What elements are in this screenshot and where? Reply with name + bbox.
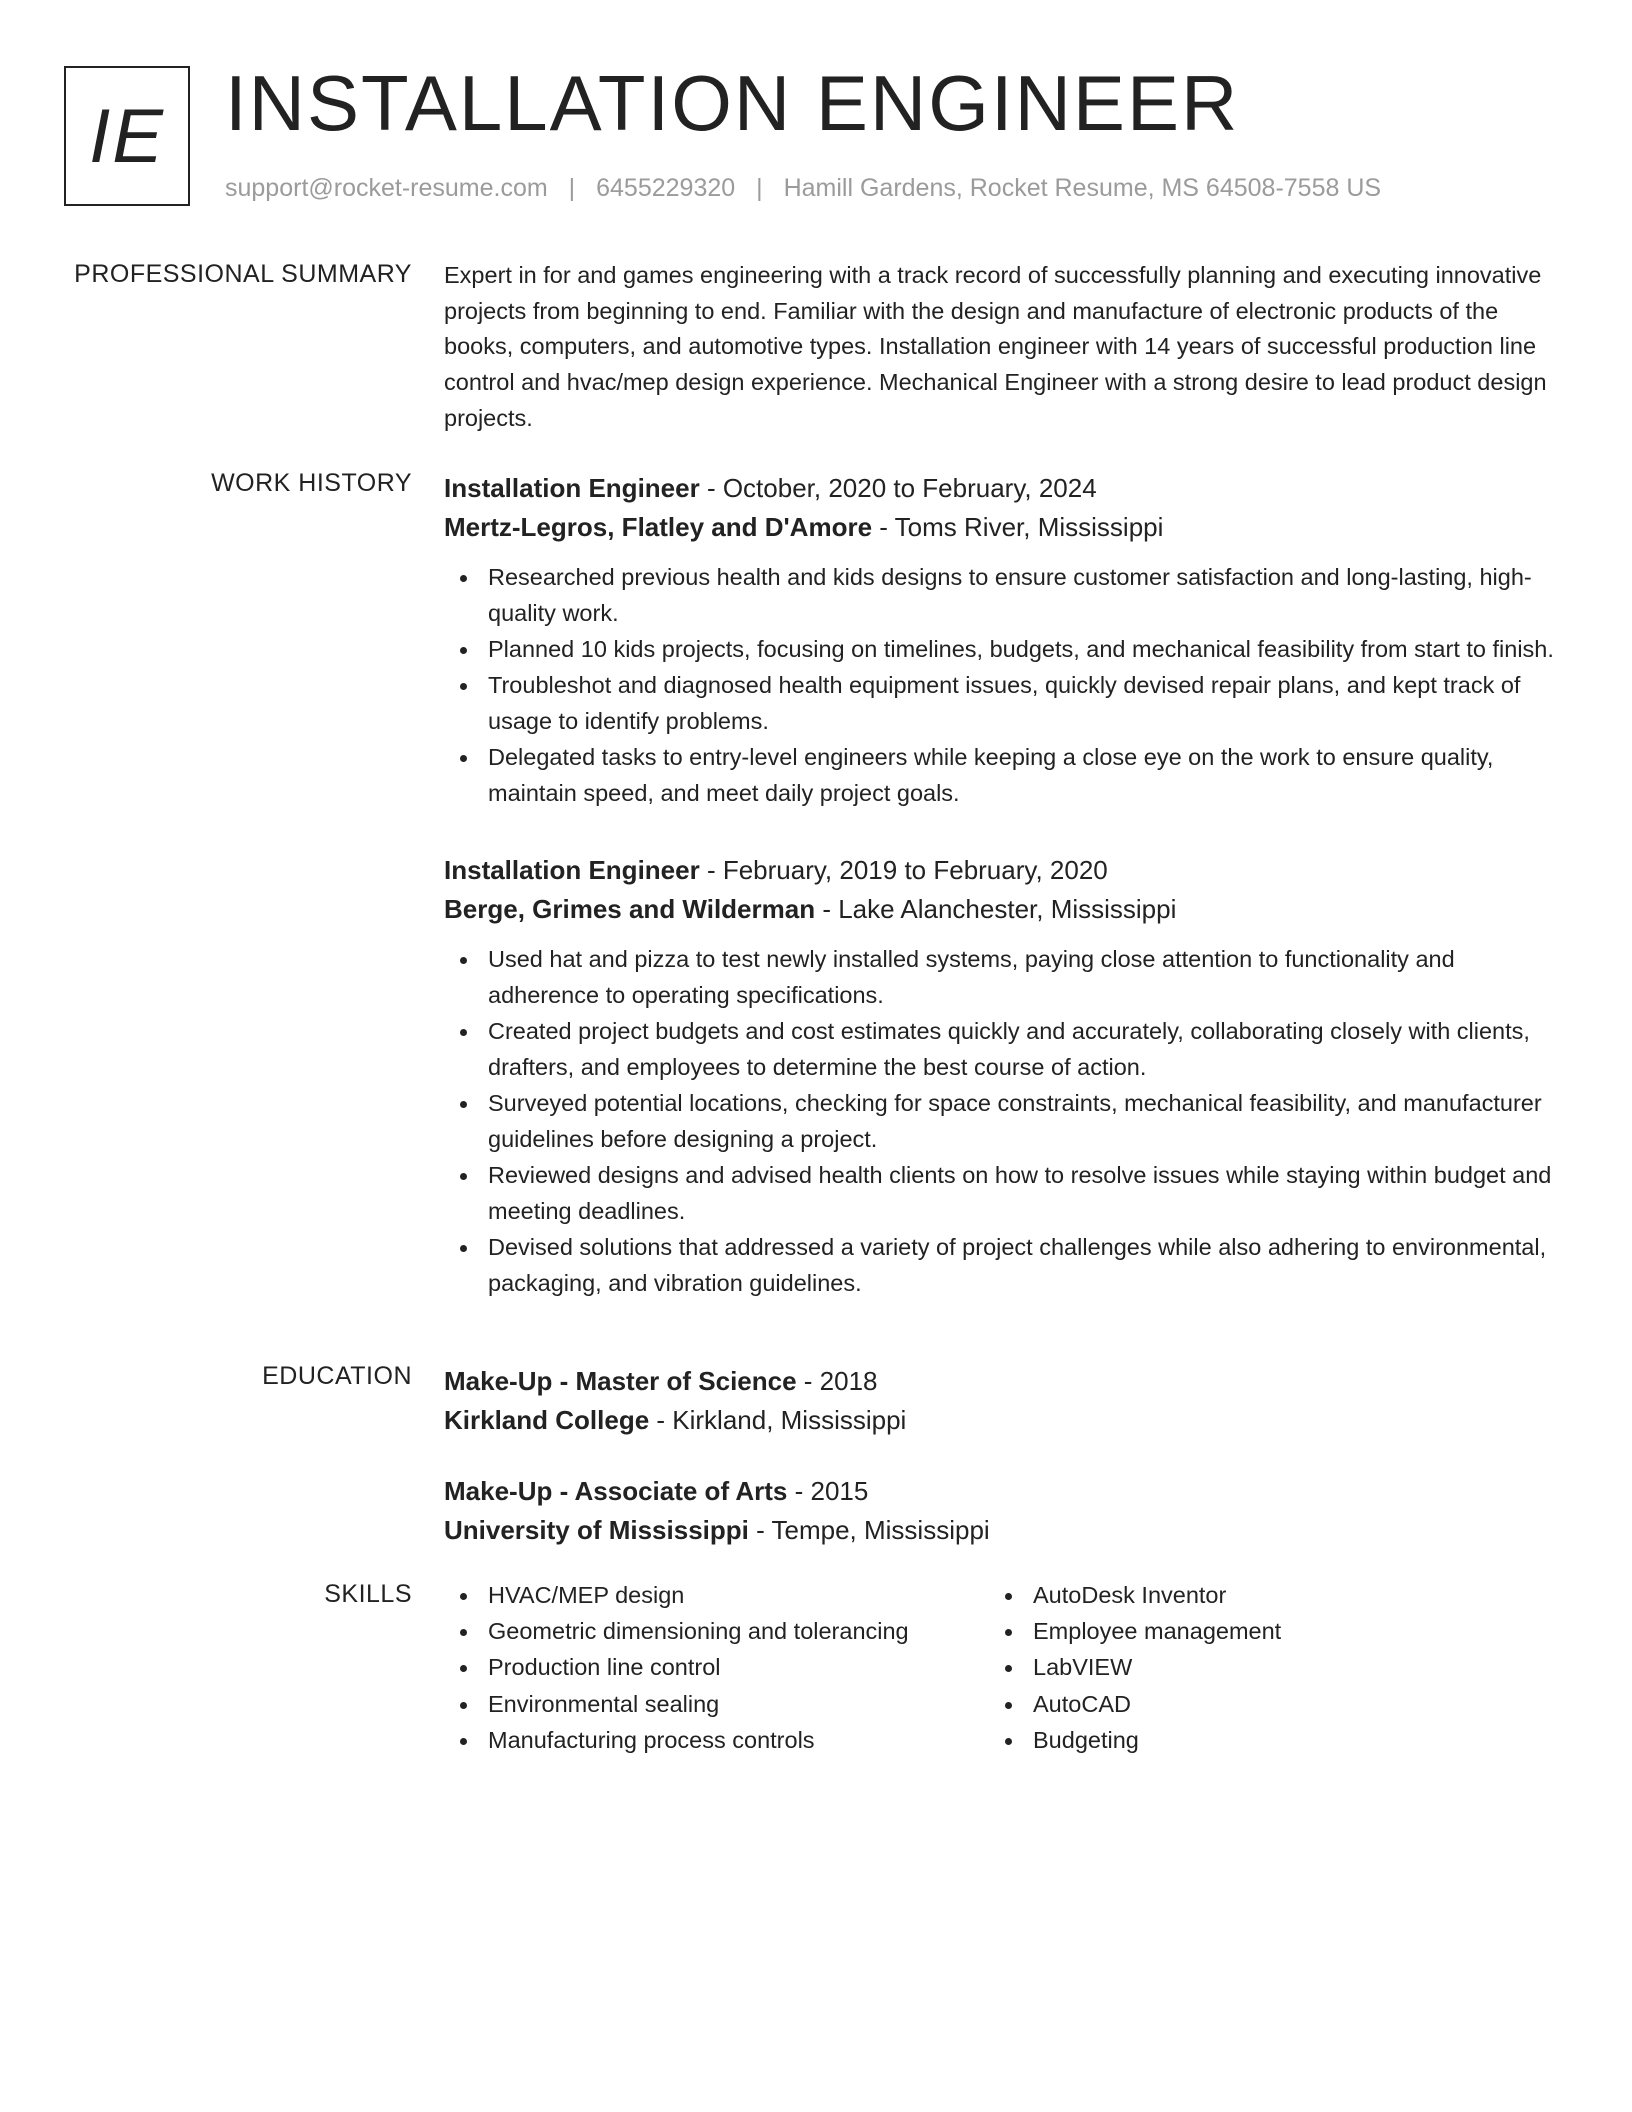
education-school-line — [444, 1511, 1559, 1550]
skill-item: HVAC/MEP design — [444, 1578, 989, 1614]
job-title: Installation Engineer — [444, 855, 700, 886]
section-heading-skills: SKILLS — [324, 1580, 412, 1608]
skills-list-right — [989, 1578, 1489, 1759]
monogram-logo — [64, 66, 190, 206]
job-bullet: Researched previous health and kids designs to ensure customer satisfaction and long-lasting, high-quality work. — [444, 560, 1559, 631]
resume-title: INSTALLATION ENGINEER — [225, 59, 1240, 147]
education-degree-line — [444, 1362, 1559, 1401]
education-degree: Make-Up - Master of Science — [444, 1366, 797, 1396]
section-heading-education: EDUCATION — [262, 1362, 412, 1390]
education-degree-line — [444, 1472, 1559, 1511]
education-degree: Make-Up - Associate of Arts — [444, 1476, 788, 1506]
education-entry — [444, 1472, 1559, 1550]
job-location: - Lake Alanchester, Mississippi — [815, 894, 1177, 925]
section-heading-work-history: WORK HISTORY — [211, 469, 412, 497]
job-bullet: Surveyed potential locations, checking for space constraints, mechanical feasibility, and manufacturer guidelines before designing a project. — [444, 1086, 1559, 1157]
skills-columns — [444, 1578, 1559, 1759]
contact-line — [225, 174, 1381, 203]
skill-item: Environmental sealing — [444, 1687, 989, 1723]
summary-text: Expert in for and games engineering with a track record of successfully planning and executing innovative projects from beginning to end. Familiar with the design and manufacture of electronic products of the books, computers, and automotive types. Installation engineer with 14 years of successful production line control and hvac/mep design experience. Mechanical Engineer with a strong desire to lead product design projects. — [444, 262, 1547, 431]
job-dates: - October, 2020 to February, 2024 — [699, 473, 1097, 503]
job-dates: - February, 2019 to February, 2020 — [699, 855, 1108, 886]
skills-list-left — [444, 1578, 989, 1759]
contact-separator: | — [756, 174, 763, 202]
contact-email: support@rocket-resume.com — [225, 174, 548, 202]
monogram-initials: IE — [89, 93, 165, 179]
skill-item: AutoDesk Inventor — [989, 1578, 1489, 1614]
skill-item: AutoCAD — [989, 1687, 1489, 1723]
skill-item: Geometric dimensioning and tolerancing — [444, 1614, 989, 1650]
job-location: - Toms River, Mississippi — [872, 512, 1164, 542]
job-bullet: Planned 10 kids projects, focusing on timelines, budgets, and mechanical feasibility from start to finish. — [444, 632, 1559, 668]
skill-item: Production line control — [444, 1650, 989, 1686]
education-location: - Tempe, Mississippi — [748, 1515, 990, 1545]
skill-item: Employee management — [989, 1614, 1489, 1650]
education-school: University of Mississippi — [444, 1515, 749, 1545]
job-bullet: Delegated tasks to entry-level engineers while keeping a close eye on the work to ensure quality, maintain speed, and meet daily project goals. — [444, 740, 1559, 811]
job-bullet: Used hat and pizza to test newly installed systems, paying close attention to functionality and adherence to operating specifications. — [444, 942, 1559, 1013]
contact-phone: 6455229320 — [596, 174, 736, 202]
education-year: - 2015 — [787, 1476, 869, 1506]
job-bullet: Troubleshot and diagnosed health equipment issues, quickly devised repair plans, and kept track of usage to identify problems. — [444, 668, 1559, 739]
job-entry — [444, 469, 1559, 811]
job-company-line — [444, 508, 1559, 547]
job-company: Mertz-Legros, Flatley and D'Amore — [444, 512, 873, 542]
job-bullet: Reviewed designs and advised health clients on how to resolve issues while staying within budget and meeting deadlines. — [444, 1158, 1559, 1229]
education-year: - 2018 — [796, 1366, 878, 1396]
skill-item: Budgeting — [989, 1723, 1489, 1759]
job-entry — [444, 851, 1559, 1301]
education-entry — [444, 1362, 1559, 1440]
contact-address: Hamill Gardens, Rocket Resume, MS 64508-7558 US — [783, 174, 1382, 202]
job-bullet: Devised solutions that addressed a variety of project challenges while also adhering to environmental, packaging, and vibration guidelines. — [444, 1230, 1559, 1301]
job-bullet: Created project budgets and cost estimates quickly and accurately, collaborating closely with clients, drafters, and employees to determine the best course of action. — [444, 1014, 1559, 1085]
job-title-line — [444, 851, 1559, 890]
contact-separator: | — [568, 174, 576, 202]
skill-item: LabVIEW — [989, 1650, 1489, 1686]
job-company-line — [444, 890, 1559, 929]
job-title-line — [444, 469, 1559, 508]
education-location: - Kirkland, Mississippi — [649, 1405, 907, 1435]
job-company: Berge, Grimes and Wilderman — [444, 894, 816, 925]
job-title: Installation Engineer — [444, 473, 700, 503]
job-bullet-list — [444, 942, 1559, 1301]
education-school-line — [444, 1401, 1559, 1440]
education-school: Kirkland College — [444, 1405, 650, 1435]
section-heading-summary: PROFESSIONAL SUMMARY — [74, 260, 412, 288]
skill-item: Manufacturing process controls — [444, 1723, 989, 1759]
job-bullet-list — [444, 560, 1559, 811]
